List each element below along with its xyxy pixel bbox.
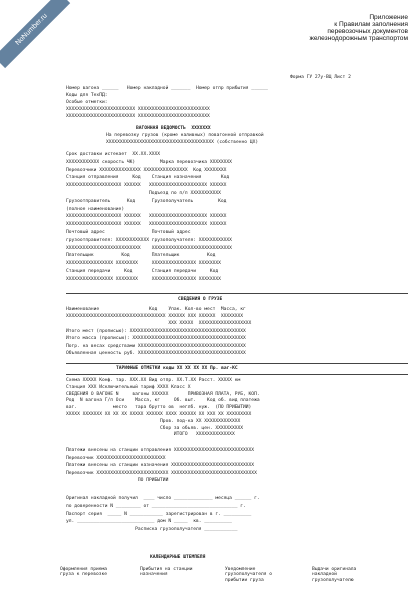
route-line-17: XXXXXXXXXXXXXXXXX XXXXXXXX XXXXXXXXXXXXXXXX XXXXXXXX	[66, 276, 221, 282]
cargo-line-3: Итого мест (прописью): XXXXXXXXXXXXXXXXXXXXXXXXXXXXXXXXXXXXXXXXXX	[66, 328, 246, 334]
route-line-15: XXXXXXXXXXXXXXXXX XXXXXXXX XXXXXXXXXXXXXXXX XXXXXXXX	[66, 261, 221, 267]
header-line-4: железнодорожным транспортом	[309, 35, 408, 42]
tariff-heading: ТАРИФНЫЕ ОТМЕТКИ коды XX XX XX XX Пр. ваг-КС	[116, 366, 238, 371]
receipt-line-2: по доверенности N _________ от _______________________________ г.	[66, 503, 246, 509]
stamp-column-2: Прибытия на станции назначения	[140, 567, 193, 578]
route-line-14: Плательщик Код Плательщик Код	[66, 253, 216, 259]
route-line-9: XXXXXXXXXXXXXXXXXXXX XXXXXX XXXXXXXXXXXXXXXXXXXXX XXXXXX	[66, 214, 227, 220]
receipt-line-4: ул. ____________________________ дом N _____ кв. __________	[66, 519, 232, 525]
form-number: Форма ГУ 27у-ВЦ Лист 2	[290, 75, 351, 80]
receipt-line-1: Оригинал накладной получил ____ число ______________ месяца ______ г.	[66, 496, 260, 501]
stamps-heading: КАЛЕНДАРНЫЕ ШТЕМПЕЛЯ	[150, 555, 206, 560]
route-line-8: (полное наименование)	[66, 206, 125, 212]
divider	[66, 293, 408, 294]
route-line-3: Перевозчики XXXXXXXXXXXXXXX XXXXXXXXXXXXXXXX Код XXXXXXXX	[66, 167, 227, 173]
cargo-header-row: Наименование Код Упак. Кол-во мест Масса, кг	[66, 307, 246, 312]
stamp-column-1: Оформления приема груза к перевозке	[60, 567, 108, 578]
divider	[66, 363, 408, 364]
divider	[66, 374, 408, 375]
top-row-3: Особые отметки:	[66, 100, 108, 105]
tariff-line-1: Схема XXXXX Конф. тар. XXX.XX Вид отпр. XX.Т.XX Расст. XXXXX км	[66, 378, 241, 383]
cargo-heading: СВЕДЕНИЯ О ГРУЗЕ	[178, 297, 223, 302]
route-line-7: Грузоотправитель Код Грузополучатель Код	[66, 198, 227, 204]
header-line-3: перевозочных документов	[327, 28, 408, 35]
tariff-line-8: Сбор за обьяв. цен. XXXXXXXXXX	[66, 425, 244, 431]
top-row-5: XXXXXXXXXXXXXXXXXXXXXXXXX XXXXXXXXXXXXXXXXXXXXXXXXXX	[66, 114, 210, 119]
route-line-10: XXXXXXXXXXXXXXXXXXXX XXXXXX XXXXXXXXXXXXXXXXXXXXX XXXXXX	[66, 222, 227, 228]
stamp-column-3: Уведомление грузополучателя о прибытии груза	[225, 567, 273, 583]
doc-subtitle-2: XXXXXXXXXXXXXXXXXXXXXXXXXXXXXXXXXXXXXXX (собственно ЦХ)	[106, 140, 259, 145]
header-line-2: к Правилам заполнения	[334, 21, 408, 28]
receipt-line-3: Паспорт серия _____ N ____________ зарегистрирован в г. __________	[66, 511, 252, 517]
route-line-6: Подъезд по п/п XXXXXXXXXXX	[66, 191, 221, 196]
route-line-2: XXXXXXXXXXXX скорость ЧК) Марка перевозчика XXXXXXXX	[66, 159, 232, 165]
route-line-16: Станция передачи Код Станция передачи Код	[66, 269, 219, 274]
payment-line-1: Платежи внесены на станции отправления XXXXXXXXXXXXXXXXXXXXXXXXXXXXX	[66, 448, 255, 453]
tariff-line-6: XXXXX XXXXXXX XX XX XX XXXXX XXXXXX XXXX XXXXXX XX XXX XX XXXXXXXXX	[66, 412, 252, 417]
top-row-2: Коды для ТехПД:	[66, 93, 108, 98]
watermark-logo: NoNumber.ru	[0, 0, 70, 68]
tariff-line-9: ИТОГО XXXXXXXXXXXXXX	[66, 432, 235, 438]
payment-line-4: Перевозчик XXXXXXXXXXXXXXXXXXXXXXXXXX XXXXXXXXXXXXXXXXXXXXXXXXXXXXXXX	[66, 470, 257, 476]
tariff-line-2: Станция XXX Исключительный тариф XXXX Класс X	[66, 384, 191, 390]
payment-line-3: Платежи внесены на станции назначения XXXXXXXXXXXXXXXXXXXXXXXXXXXXXX	[66, 463, 255, 469]
cargo-line-5: Погр. на весах средствами XXXXXXXXXXXXXXXXXXXXXXXXXXXXXXXXXXXXXXX	[66, 343, 246, 349]
tariff-line-3: СВЕДЕНИЯ О ВАГОНЕ N вагоны XXXXXX ПРИВОЗНАЯ ПЛАТА, РУБ, КОП.	[66, 391, 260, 397]
cargo-line-4: Итого масса (прописью): XXXXXXXXXXXXXXXXXXXXXXXXXXXXXXXXXXXXXXXXX	[66, 336, 246, 342]
route-line-12: грузоотправителя: XXXXXXXXXXXX грузополучателя: XXXXXXXXXXXX	[66, 237, 232, 243]
top-row-1: Номер вагона ______ Номер накладной _______ Номер отпр прибытия ______	[66, 86, 268, 91]
payment-line-5: ПО ПРИБЫТИИ	[66, 478, 169, 484]
doc-subtitle-1: На перевозку грузов (кроме наливных) повагонной отправкой	[106, 133, 264, 138]
route-line-5: XXXXXXXXXXXXXXXXXXXX XXXXXX XXXXXXXXXXXXXXXXXXXXX XXXXXX	[66, 183, 227, 189]
payment-line-2: Перевозчик XXXXXXXXXXXXXXXXXXXXXXXXX	[66, 455, 166, 461]
receipt-line-5: Расписка грузополучателя ____________	[66, 527, 238, 533]
cargo-line-6: Объявленная ценность руб. XXXXXXXXXXXXXXXXXXXXXXXXXXXXXXXXXXXXXXX	[66, 351, 246, 356]
tariff-line-4: Род N вагона Г/п Оси Масса, кг Об. выт. Код об. вид платежа	[66, 398, 260, 404]
route-line-13: XXXXXXXXXXXXXXXXXXXXXXXXXXX XXXXXXXXXXXXXXXXXXXXXXXXXXXXX	[66, 245, 232, 251]
route-line-4: Станция отправления Код Станция назначения Код	[66, 175, 230, 181]
doc-title: ВАГОННАЯ ВЕДОМОСТЬ XXXXXXX	[136, 126, 211, 131]
route-line-1: Срок доставки истекает XX.XX.XXXX	[66, 152, 161, 157]
cargo-line-2: XXX XXXXX XXXXXXXXXXXXXXXXXXX	[66, 321, 252, 327]
cargo-line-1: XXXXXXXXXXXXXXXXXXXXXXXXXXXXXXXXXXXX XXXXXX XXX XXXXXX XXXXXXXX	[66, 314, 244, 319]
tariff-line-5: ваг. место тара брутто ов неглб. нуж. (ПО ПРИБЫТИИ)	[66, 405, 252, 411]
route-line-11: Почтовый адрес Почтовый адрес	[66, 230, 191, 235]
stamp-column-4: Выдачи оригинала накладной грузополучателю	[312, 567, 357, 583]
tariff-line-7: Пров. под-ка XX XXXXXXXXXXXXX	[66, 418, 241, 424]
header-line-1: Приложение	[369, 14, 408, 21]
top-row-4: XXXXXXXXXXXXXXXXXXXXXXXXX XXXXXXXXXXXXXXXXXXXXXXXXXX	[66, 107, 210, 112]
